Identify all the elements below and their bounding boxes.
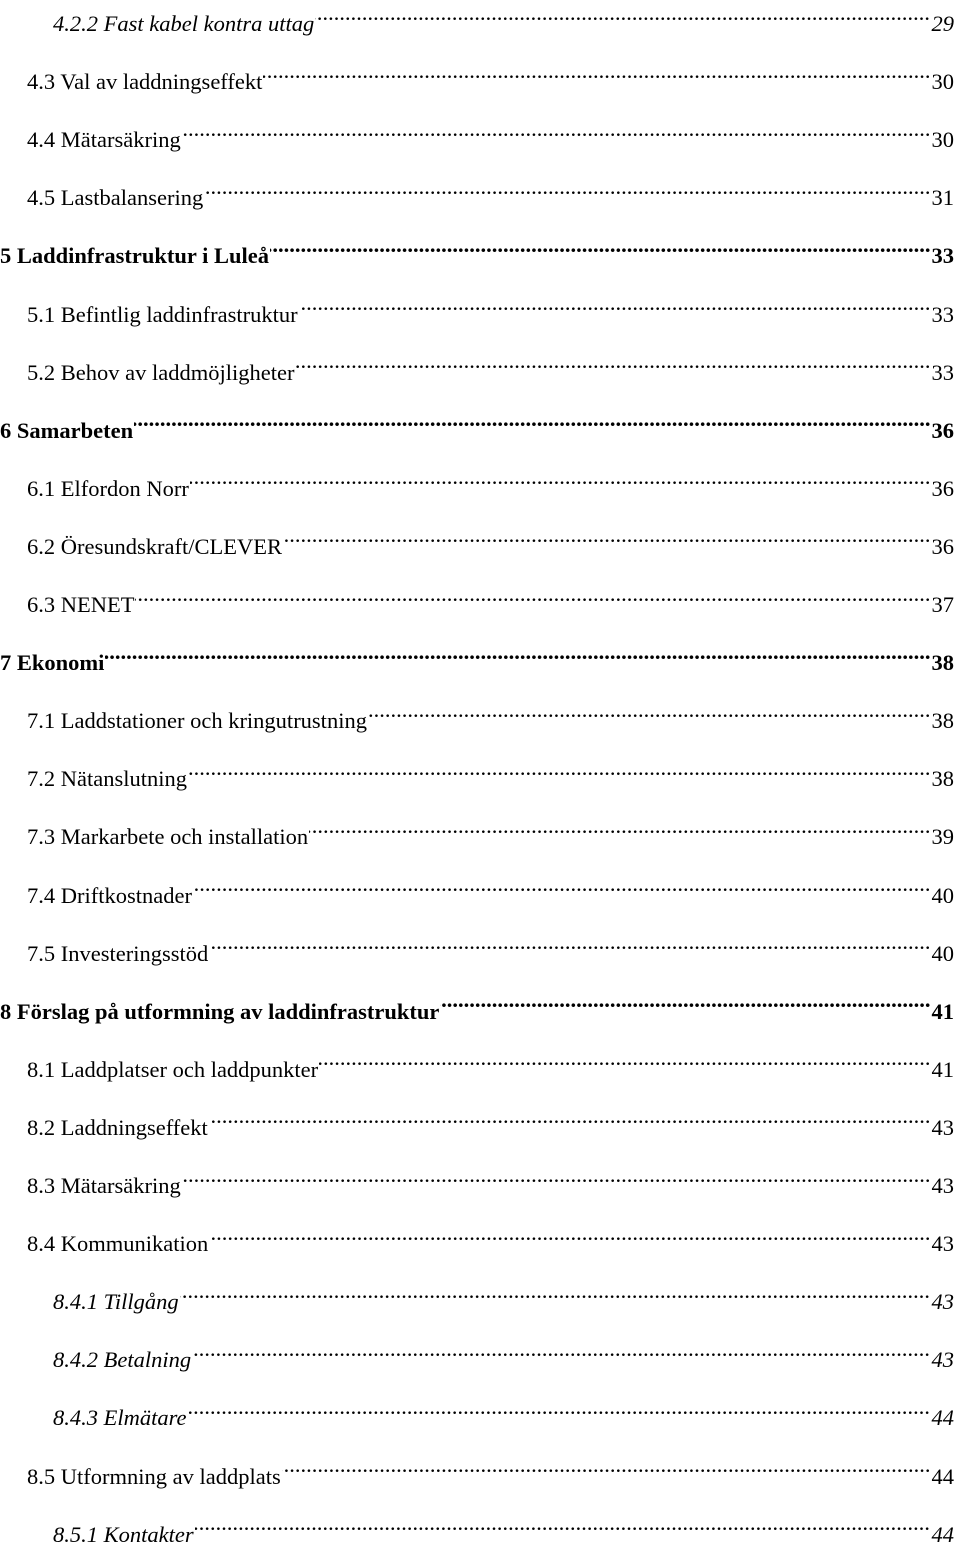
dot-leader <box>309 812 930 844</box>
toc-entry[interactable] <box>27 522 954 559</box>
toc-entry-page-number: 43 <box>931 1173 954 1198</box>
toc-entry-page-number: 36 <box>931 533 954 559</box>
toc-entry-page-number: 41 <box>931 1056 954 1082</box>
dot-leader <box>282 1452 931 1484</box>
dot-leader <box>368 696 931 728</box>
dot-leader <box>209 1103 931 1135</box>
toc-entry[interactable] <box>27 115 954 153</box>
toc-entry[interactable] <box>27 1045 954 1082</box>
toc-entry[interactable] <box>27 464 954 501</box>
toc-entry-page-number: 44 <box>931 1405 954 1431</box>
dot-leader <box>180 1277 931 1309</box>
toc-entry-page-number: 43 <box>931 1114 954 1140</box>
toc-entry[interactable] <box>27 754 954 792</box>
toc-entry[interactable] <box>0 406 954 443</box>
toc-entry-title: 8.5 Utformning av laddplats <box>27 1463 281 1489</box>
toc-entry[interactable] <box>27 580 954 617</box>
toc-entry-page-number: 36 <box>931 417 954 443</box>
toc-entry[interactable] <box>0 231 954 269</box>
toc-entry-page-number: 36 <box>931 475 954 501</box>
toc-entry-page-number: 40 <box>931 882 954 908</box>
toc-entry-title: 6.2 Öresundskraft/CLEVER <box>27 533 282 559</box>
toc-entry-title: 4.5 Lastbalansering <box>27 185 204 211</box>
toc-entry[interactable] <box>27 929 954 966</box>
toc-entry-title: 8.4.1 Tillgång <box>53 1289 179 1315</box>
toc-entry-title: 8 Förslag på utformning av laddinfrastruktur <box>0 998 440 1024</box>
dot-leader <box>190 464 931 496</box>
toc-entry-page-number: 38 <box>931 766 954 792</box>
toc-entry-title: 7.1 Laddstationer och kringutrustning <box>27 708 367 734</box>
toc-entry-title: 5 Laddinfrastruktur i Luleå <box>0 243 270 269</box>
toc-entry[interactable] <box>27 1161 954 1198</box>
toc-entry-page-number: 38 <box>931 650 954 676</box>
toc-entry-title: 6.1 Elfordon Norr <box>27 475 189 501</box>
toc-entry-page-number: 29 <box>931 11 954 36</box>
toc-entry[interactable] <box>27 290 954 327</box>
toc-entry-title: 8.5.1 Kontakter <box>53 1521 194 1547</box>
dot-leader <box>182 1161 931 1193</box>
toc-entry[interactable] <box>27 1219 954 1257</box>
dot-leader <box>263 57 930 89</box>
toc-entry-page-number: 43 <box>931 1231 954 1257</box>
toc-entry-title: 6.3 NENET <box>27 592 135 617</box>
toc-entry[interactable] <box>0 987 954 1024</box>
toc-entry[interactable] <box>53 1277 954 1315</box>
toc-entry[interactable] <box>53 1510 954 1547</box>
toc-entry-page-number: 40 <box>931 940 954 966</box>
toc-entry-page-number: 44 <box>931 1521 954 1547</box>
dot-leader <box>193 871 931 903</box>
dot-leader <box>440 987 930 1019</box>
toc-entry-page-number: 30 <box>931 69 954 95</box>
toc-entry[interactable] <box>53 1335 954 1373</box>
toc-entry-title: 8.2 Laddningseffekt <box>27 1114 208 1140</box>
toc-entry[interactable] <box>27 173 954 211</box>
toc-entry-page-number: 33 <box>931 359 954 385</box>
toc-entry[interactable] <box>27 57 954 95</box>
toc-entry-page-number: 41 <box>931 998 954 1024</box>
dot-leader <box>283 522 931 554</box>
toc-entry-page-number: 39 <box>931 824 954 850</box>
toc-entry-title: 7.2 Nätanslutning <box>27 766 187 792</box>
dot-leader <box>182 115 931 147</box>
toc-entry[interactable] <box>0 638 954 676</box>
toc-entry[interactable] <box>27 812 954 850</box>
toc-entry-title: 4.3 Val av laddningseffekt <box>27 69 263 95</box>
dot-leader <box>209 929 930 961</box>
dot-leader <box>135 580 930 612</box>
toc-entry-title: 7.5 Investeringsstöd <box>27 940 209 966</box>
toc-entry[interactable] <box>27 1452 954 1489</box>
toc-entry-title: 4.4 Mätarsäkring <box>27 127 181 153</box>
toc-entry[interactable] <box>27 696 954 734</box>
dot-leader <box>299 290 931 322</box>
toc-entry-title: 7.4 Driftkostnader <box>27 882 192 908</box>
toc-entry-page-number: 38 <box>931 708 954 734</box>
dot-leader <box>188 754 931 786</box>
toc-entry-page-number: 30 <box>931 127 954 153</box>
toc-entry-title: 8.1 Laddplatser och laddpunkter <box>27 1056 319 1082</box>
dot-leader <box>270 231 930 263</box>
toc-entry-page-number: 43 <box>931 1289 954 1315</box>
toc-entry-page-number: 43 <box>931 1347 954 1373</box>
toc-entry-page-number: 44 <box>931 1463 954 1489</box>
toc-entry[interactable] <box>53 0 954 36</box>
dot-leader <box>209 1219 930 1251</box>
toc-entry-title: 7 Ekonomi <box>0 650 105 676</box>
toc-entry[interactable] <box>27 1103 954 1140</box>
dot-leader <box>195 1510 931 1542</box>
dot-leader <box>134 406 930 438</box>
toc-entry-title: 8.4.2 Betalning <box>53 1347 192 1373</box>
toc-entry-title: 5.2 Behov av laddmöjligheter <box>27 359 295 385</box>
toc-entry-page-number: 37 <box>931 592 954 617</box>
toc-entry[interactable] <box>27 348 954 385</box>
toc-entry-page-number: 33 <box>931 243 954 269</box>
toc-entry-title: 8.4.3 Elmätare <box>53 1405 187 1431</box>
dot-leader <box>188 1393 931 1425</box>
toc-entry-title: 8.3 Mätarsäkring <box>27 1173 181 1198</box>
toc-entry-page-number: 33 <box>931 301 954 327</box>
dot-leader <box>105 638 930 670</box>
dot-leader <box>192 1335 930 1367</box>
dot-leader <box>295 348 930 380</box>
toc-entry-title: 4.2.2 Fast kabel kontra uttag <box>53 11 315 36</box>
toc-entry[interactable] <box>27 871 954 908</box>
dot-leader <box>315 0 930 31</box>
toc-entry[interactable] <box>53 1393 954 1431</box>
toc-entry-page-number: 31 <box>931 185 954 211</box>
toc-entry-title: 5.1 Befintlig laddinfrastruktur <box>27 301 298 327</box>
toc-entry-title: 6 Samarbeten <box>0 417 134 443</box>
toc-entry-title: 8.4 Kommunikation <box>27 1231 209 1257</box>
toc-entry-title: 7.3 Markarbete och installation <box>27 824 309 850</box>
dot-leader <box>204 173 930 205</box>
dot-leader <box>319 1045 930 1077</box>
